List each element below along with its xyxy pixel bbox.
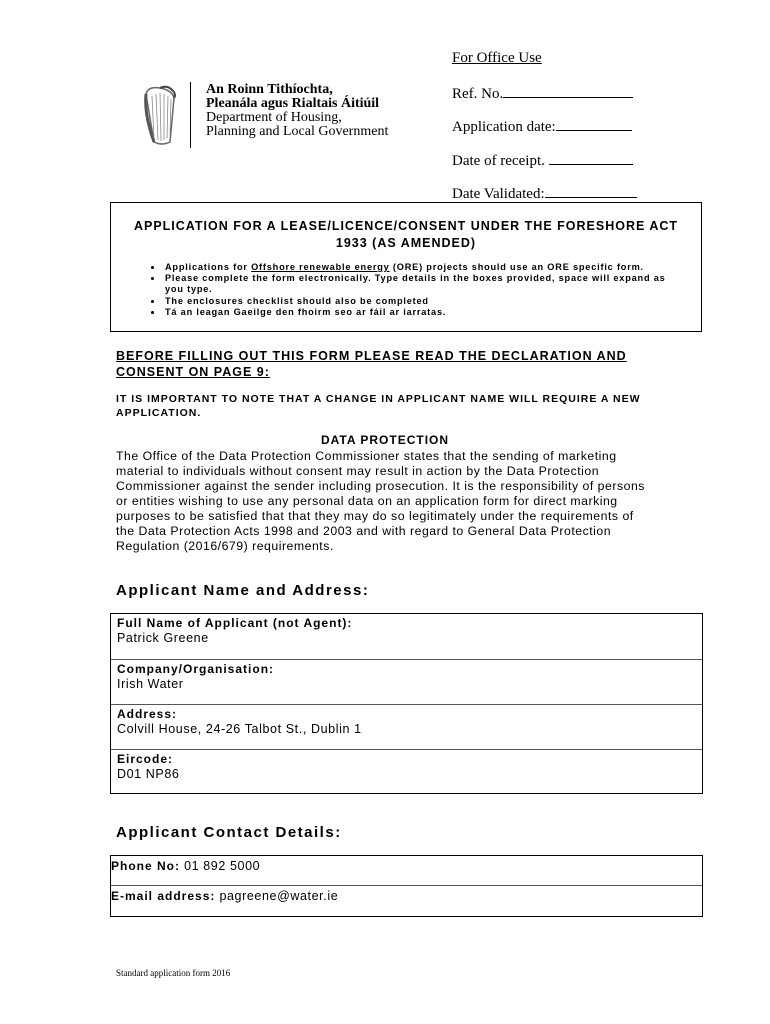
data-protection-text: The Office of the Data Protection Commissioner states that the sending of marketing material to individuals without consent may result in action by the Data Protection Commissioner against the sender including prosecution. It is the responsibility of persons or entities wishing to use any personal data on an application form for direct marking purposes to be satisfied that that they may do so legitimately under the requirements of the Data Protection Acts 1998 and 2003 and with regard to General Data Protection Regulation (2016/679) requirements. xyxy=(116,449,645,553)
date-of-receipt-field xyxy=(452,152,633,170)
applicant-box xyxy=(110,613,703,794)
harp-emblem-icon xyxy=(140,84,180,148)
dept-line-1: An Roinn Tithíochta, xyxy=(206,82,333,97)
dept-line-2: Pleanála agus Rialtais Áitiúil xyxy=(206,96,380,111)
email-label: E-mail address: xyxy=(111,889,216,903)
eircode-label: Eircode: xyxy=(117,752,174,766)
application-header-box xyxy=(110,202,702,332)
company-field[interactable] xyxy=(111,660,702,705)
date-validated-field xyxy=(452,185,637,203)
dept-line-4: Planning and Local Government xyxy=(206,124,389,139)
name-change-notice: IT IS IMPORTANT TO NOTE THAT A CHANGE IN APPLICANT NAME WILL REQUIRE A NEW APPLICATION. xyxy=(116,393,641,419)
company-label: Company/Organisation: xyxy=(117,662,275,676)
offshore-renewable-link[interactable]: Offshore renewable energy xyxy=(251,262,390,272)
application-date-label: Application date: xyxy=(452,119,556,135)
dept-line-3: Department of Housing, xyxy=(206,110,342,125)
instruction-checklist: • The enclosures checklist should also be completed xyxy=(163,296,683,307)
ref-no-label: Ref. No. xyxy=(452,86,504,102)
application-date-field xyxy=(452,118,632,136)
data-protection-title: DATA PROTECTION xyxy=(320,433,450,447)
office-use-title: For Office Use xyxy=(452,50,542,66)
date-validated-label: Date Validated: xyxy=(452,186,545,202)
phone-field[interactable] xyxy=(111,856,702,886)
phone-label: Phone No: xyxy=(111,859,180,873)
instruction-complete-electronically: • Please complete the form electronically. Type details in the boxes provided, space will expand as you type. xyxy=(163,273,683,295)
footer-text: Standard application form 2016 xyxy=(116,968,231,978)
phone-value: 01 892 5000 xyxy=(184,859,261,873)
eircode-value: D01 NP86 xyxy=(117,767,180,781)
company-value: Irish Water xyxy=(117,677,184,691)
instruction-ore: • Applications for Offshore renewable energy (ORE) projects should use an ORE specific form. xyxy=(163,262,683,273)
declaration-notice: BEFORE FILLING OUT THIS FORM PLEASE READ THE DECLARATION AND CONSENT ON PAGE 9: xyxy=(116,349,627,379)
eircode-field[interactable] xyxy=(111,750,702,794)
email-value: pagreene@water.ie xyxy=(219,889,339,903)
logo-divider xyxy=(190,82,191,148)
full-name-label: Full Name of Applicant (not Agent): xyxy=(117,616,353,630)
instructions-list xyxy=(131,262,683,318)
date-of-receipt-label: Date of receipt. xyxy=(452,153,545,169)
address-value: Colvill House, 24-26 Talbot St., Dublin 1 xyxy=(117,722,362,736)
department-name xyxy=(206,83,388,139)
ref-no-field xyxy=(452,85,633,103)
applicant-section-title: Applicant Name and Address: xyxy=(116,582,370,599)
contact-box xyxy=(110,855,703,917)
email-field[interactable] xyxy=(111,886,702,916)
address-label: Address: xyxy=(117,707,178,721)
contact-section-title: Applicant Contact Details: xyxy=(116,824,342,841)
full-name-field[interactable] xyxy=(111,614,702,660)
instruction-irish-version: • Tá an leagan Gaeilge den fhoirm seo ar fáil ar iarratas. xyxy=(163,307,683,318)
application-title: APPLICATION FOR A LEASE/LICENCE/CONSENT UNDER THE FORESHORE ACT 1933 (AS AMENDED) xyxy=(133,219,679,250)
address-field[interactable] xyxy=(111,705,702,750)
full-name-value: Patrick Greene xyxy=(117,631,209,645)
